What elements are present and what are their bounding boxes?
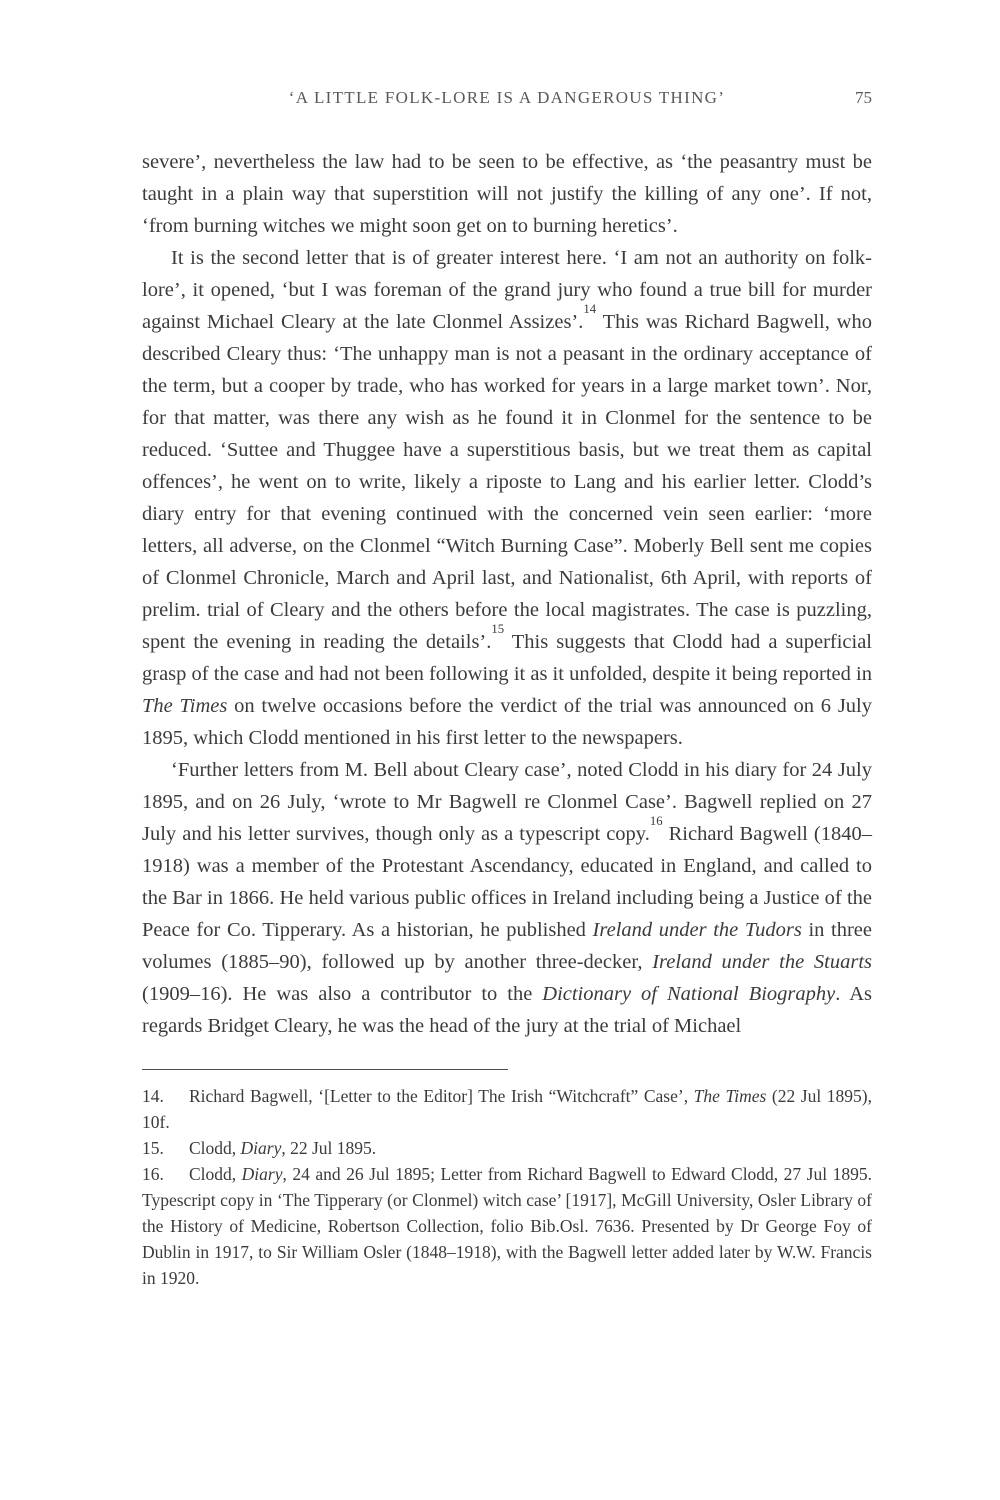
footnote-marker: 14 [583,302,597,317]
footnote-number: 16. [142,1164,164,1184]
text-run: (22 Jul 1895), 10f. [142,1086,872,1132]
text-run: severe’, nevertheless the law had to be seen to be effective, as ‘the peasantry must be taught in a plain way that superstition will not justify the killing of any one’. If not, ‘from burning witches we might soon get on to burning heretics’. [142,151,872,237]
running-header-title: ‘A LITTLE FOLK-LORE IS A DANGEROUS THING’ [288,88,726,107]
text-run: ‘Further letters from M. Bell about Cleary case’, noted Clodd in his diary for 24 July 1895, and on 26 July, ‘wrote to Mr Bagwell re Clonmel Case’. Bagwell replied on 27 July and his letter survives, though only as a typescript copy. [142,759,872,845]
text-run: in three volumes (1885–90), followed up by another three-decker, [142,919,873,973]
text-run: It is the second letter that is of greater interest here. ‘I am not an authority on folk-lore’, it opened, ‘but I was foreman of the grand jury who found a true bill for murder against Michael Cleary at the late Clonmel Assizes’. [142,247,872,333]
footnote-marker: 16 [649,814,663,829]
text-run: Clodd, [189,1164,242,1184]
footnote-number: 14. [142,1086,164,1106]
text-run: (1909–16). He was also a contributor to the [142,983,543,1005]
italic-title: Ireland under the Tudors [592,919,802,941]
italic-title: Diary [241,1164,283,1184]
footnote [142,1135,872,1161]
body-text [142,146,872,1042]
paragraph [142,146,872,242]
running-header [142,88,872,110]
italic-title: The Times [142,695,228,717]
text-run: Richard Bagwell, ‘[Letter to the Editor] The Irish “Witchcraft” Case’, [189,1086,694,1106]
paragraph [142,242,872,754]
footnote-divider [142,1069,508,1070]
text-run: Clodd, [189,1138,241,1158]
footnote-number: 15. [142,1138,164,1158]
text-run: This was Richard Bagwell, who described Cleary thus: ‘The unhappy man is not a peasant in the ordinary acceptance of the term, but a cooper by trade, who has worked for years in a large market town’. Nor, for that matter, was there any wish as he found it in Clonmel for the sentence to be reduced. ‘Suttee and Thuggee have a superstitious basis, but we treat them as capital offences’, he went on to write, likely a riposte to Lang and his earlier letter. Clodd’s diary entry for that evening continued with the concerned vein seen earlier: ‘more letters, all adverse, on the Clonmel “Witch Burning Case”. Moberly Bell sent me copies of Clonmel Chronicle, March and April last, and Nationalist, 6th April, with reports of prelim. trial of Cleary and the others before the local magistrates. The case is puzzling, spent the evening in reading the details’. [142,311,872,653]
italic-title: The Times [693,1086,767,1106]
footnotes-list [142,1083,872,1291]
text-run: on twelve occasions before the verdict of the trial was announced on 6 July 1895, which Clodd mentioned in his first letter to the newspapers. [142,695,872,749]
text-run: , 22 Jul 1895. [281,1138,377,1158]
text-run: This suggests that Clodd had a superficial grasp of the case and had not been following it as it unfolded, despite it being reported in [142,631,873,685]
italic-title: Dictionary of National Biography [542,983,836,1005]
footnote [142,1161,872,1291]
italic-title: Diary [240,1138,282,1158]
footnote [142,1083,872,1135]
italic-title: Ireland under the Stuarts [652,951,873,973]
footnote-marker: 15 [491,622,505,637]
text-run: . As regards Bridget Cleary, he was the head of the jury at the trial of Michael [142,983,872,1037]
text-run: , 24 and 26 Jul 1895; Letter from Richard Bagwell to Edward Clodd, 27 Jul 1895. Typescript copy in ‘The Tipperary (or Clonmel) witch case’ [1917], McGill University, Osler Library of the History of Medicine, Robertson Collection, folio Bib.Osl. 7636. Presented by Dr George Foy of Dublin in 1917, to Sir William Osler (1848–1918), with the Bagwell letter added later by W.W. Francis in 1920. [142,1164,872,1288]
paragraph [142,754,872,1042]
text-run: Richard Bagwell (1840–1918) was a member of the Protestant Ascendancy, educated in England, and called to the Bar in 1866. He held various public offices in Ireland including being a Justice of the Peace for Co. Tipperary. As a historian, he published [142,823,872,941]
page-number: 75 [855,88,872,107]
